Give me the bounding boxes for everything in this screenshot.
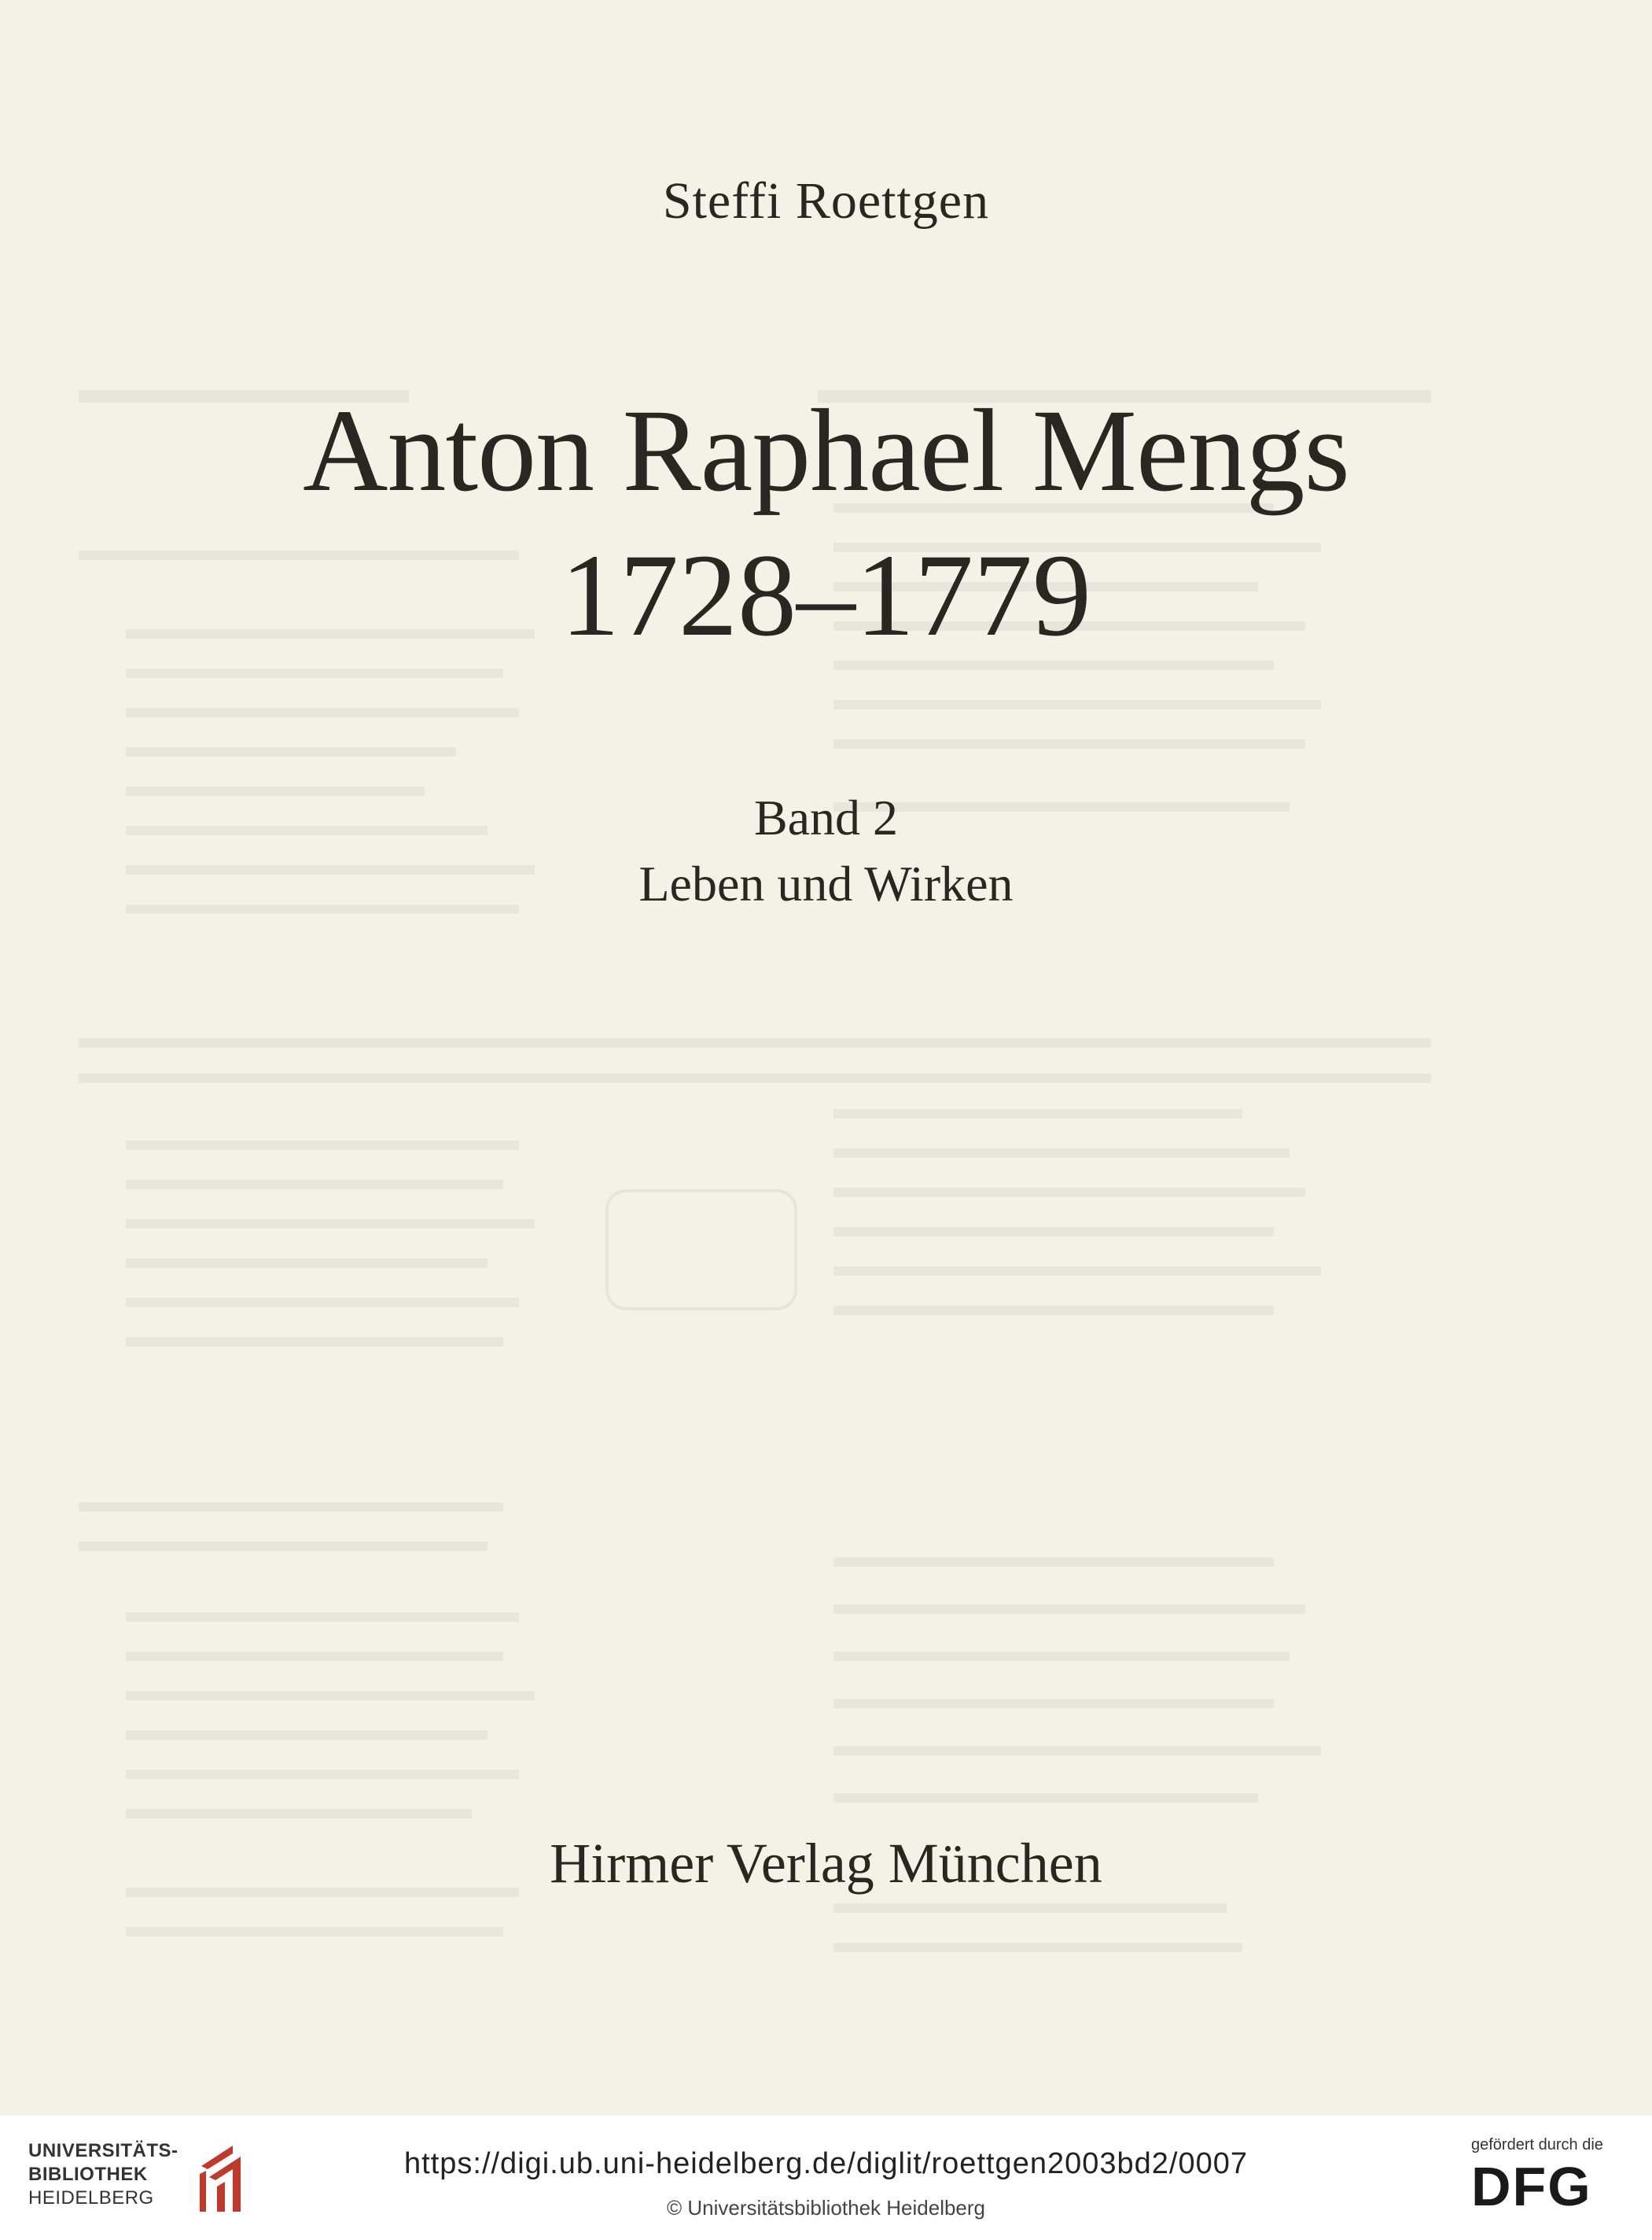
- library-name-line-1: UNIVERSITÄTS-: [28, 2140, 178, 2161]
- author-name: Steffi Roettgen: [662, 172, 990, 230]
- book-title: Anton Raphael Mengs: [303, 385, 1349, 516]
- dfg-logo-icon: DFG: [1471, 2156, 1592, 2217]
- volume-number: Band 2: [753, 790, 899, 846]
- library-name-line-3: HEIDELBERG: [28, 2187, 154, 2209]
- funding-caption: gefördert durch die: [1471, 2136, 1603, 2153]
- publisher-name: Hirmer Verlag München: [550, 1832, 1102, 1895]
- digital-library-footer: [0, 2116, 1652, 2240]
- copyright-notice: © Universitätsbibliothek Heidelberg: [666, 2196, 986, 2220]
- book-years: 1728–1779: [561, 530, 1091, 661]
- dfg-funding-logo[interactable]: [1471, 2136, 1628, 2223]
- library-name-line-2: BIBLIOTHEK: [28, 2164, 148, 2185]
- permalink-url[interactable]: https://digi.ub.uni-heidelberg.de/diglit/roettgen2003bd2/0007: [404, 2147, 1248, 2180]
- volume-subtitle: Leben und Wirken: [638, 856, 1014, 912]
